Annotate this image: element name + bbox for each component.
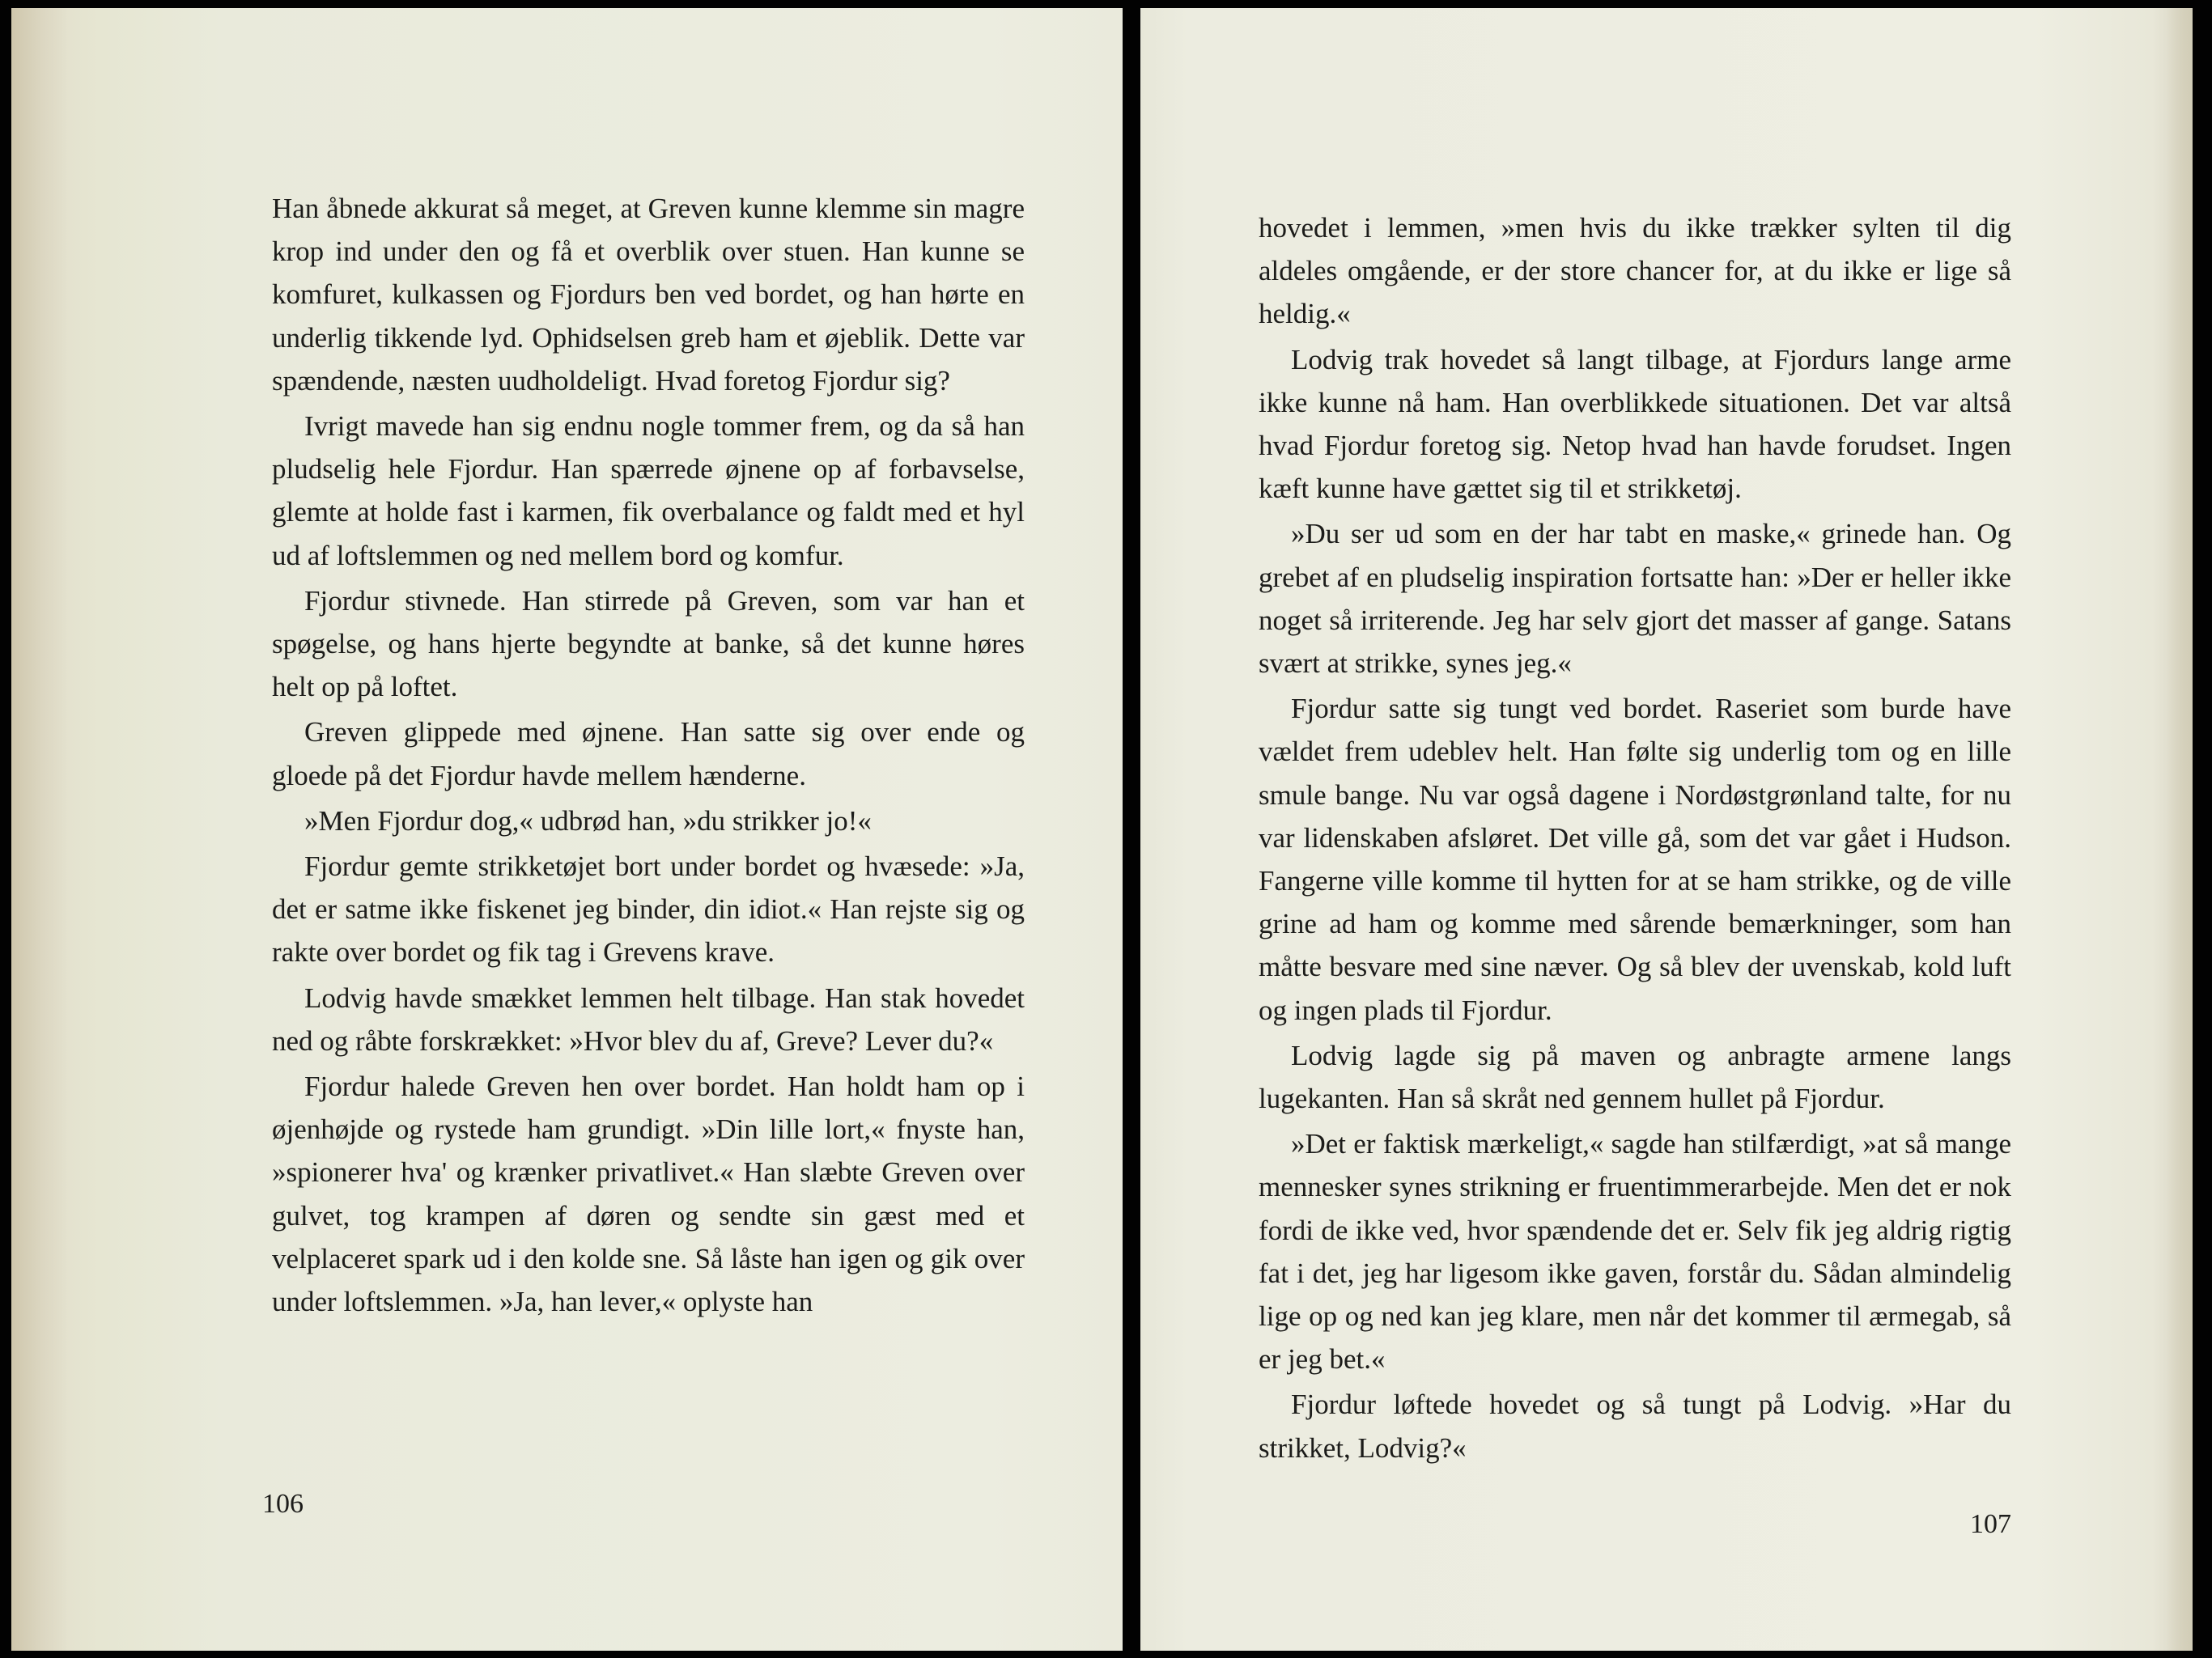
paragraph: Han åbnede akkurat så meget, at Greven kunne klemme sin magre krop ind under den og få et overblik over stuen. Han kunne se komfuret, kulkassen og Fjordurs ben ved bordet, og han hørte en underlig tikkende lyd. Ophidselsen greb ham et øjeblik. Dette var spændende, næsten uudholdeligt. Hvad foretog Fjordur sig? bbox=[272, 193, 1025, 396]
paragraph: Fjordur halede Greven hen over bordet. Han holdt ham op i øjenhøjde og rystede ham grundigt. »Din lille lort,« fnyste han, »spionerer hva' og krænker privatlivet.« Han slæbte Greven over gulvet, tog krampen af døren og sendte sin gæst med et velplaceret spark ud i den kolde sne. Så låste han igen og gik over under loftslemmen. »Ja, han lever,« oplyste han bbox=[272, 1071, 1025, 1318]
paragraph: Ivrigt mavede han sig endnu nogle tommer frem, og da så han pludselig hele Fjordur. Han spærrede øjnene op af forbavselse, glemte at holde fast i karmen, fik overbalance og faldt med et hyl ud af loftslemmen og ned mellem bord og komfur. bbox=[272, 410, 1025, 571]
paragraph: Lodvig havde smækket lemmen helt tilbage. Han stak hovedet ned og råbte forskrækket: »Hvor blev du af, Greve? Lever du?« bbox=[272, 982, 1025, 1057]
paragraph: Greven glippede med øjnene. Han satte sig over ende og gloede på det Fjordur havde mellem hænderne. bbox=[272, 716, 1025, 791]
right-page bbox=[1140, 8, 2193, 1651]
page-number: 107 bbox=[1970, 1509, 2011, 1539]
right-page-body bbox=[1259, 206, 2011, 1469]
paragraph: Fjordur gemte strikketøjet bort under bordet og hvæsede: »Ja, det er satme ikke fiskenet jeg binder, din idiot.« Han rejste sig og rakte over bordet og fik tag i Grevens krave. bbox=[272, 850, 1025, 969]
page-edge-shadow bbox=[2167, 8, 2193, 1651]
left-page bbox=[11, 8, 1123, 1651]
left-page-body bbox=[272, 187, 1025, 1323]
book-spine-shadow bbox=[11, 8, 68, 1651]
page-number: 106 bbox=[262, 1489, 304, 1519]
paragraph: Fjordur satte sig tungt ved bordet. Raseriet som burde have vældet frem udeblev helt. Han følte sig underlig tom og en lille smule bange. Nu var også dagene i Nordøstgrønland talte, for nu var lidenskaben afsløret. Det ville gå, som det var gået i Hudson. Fangerne ville komme til hytten for at se ham strikke, og de ville grine ad ham og komme med sårende bemærkninger, som han måtte besvare med sine næver. Og så blev der uvenskab, kold luft og ingen plads til Fjordur. bbox=[1259, 693, 2011, 1026]
paragraph: Lodvig lagde sig på maven og anbragte armene langs lugekanten. Han så skråt ned gennem hullet på Fjordur. bbox=[1259, 1039, 2011, 1115]
paragraph: Fjordur stivnede. Han stirrede på Greven, som var han et spøgelse, og hans hjerte begyndte at banke, så det kunne høres helt op på loftet. bbox=[272, 584, 1025, 703]
paragraph: Fjordur løftede hovedet og så tungt på Lodvig. »Har du strikket, Lodvig?« bbox=[1259, 1389, 2011, 1464]
paragraph: »Du ser ud som en der har tabt en maske,« grinede han. Og grebet af en pludselig inspiration fortsatte han: »Der er heller ikke noget så irriterende. Jeg har selv gjort det masser af gange. Satans svært at strikke, synes jeg.« bbox=[1259, 518, 2011, 680]
paragraph: Lodvig trak hovedet så langt tilbage, at Fjordurs lange arme ikke kunne nå ham. Han overblikkede situationen. Det var altså hvad Fjordur foretog sig. Netop hvad han havde forudset. Ingen kæft kunne have gættet sig til et strikketøj. bbox=[1259, 343, 2011, 505]
paragraph: »Det er faktisk mærkeligt,« sagde han stilfærdigt, »at så mange mennesker synes strikning er fruentimmerarbejde. Men det er nok fordi de ikke ved, hvor spændende det er. Selv fik jeg aldrig rigtig fat i det, jeg har ligesom ikke gaven, forstår du. Sådan almindelig lige op og ned kan jeg klare, men når det kommer til ærmegab, så er jeg bet.« bbox=[1259, 1128, 2011, 1376]
paragraph: hovedet i lemmen, »men hvis du ikke trækker sylten til dig aldeles omgående, er der store chancer for, at du ikke er lige så heldig.« bbox=[1259, 212, 2011, 330]
paragraph: »Men Fjordur dog,« udbrød han, »du strikker jo!« bbox=[304, 804, 872, 837]
